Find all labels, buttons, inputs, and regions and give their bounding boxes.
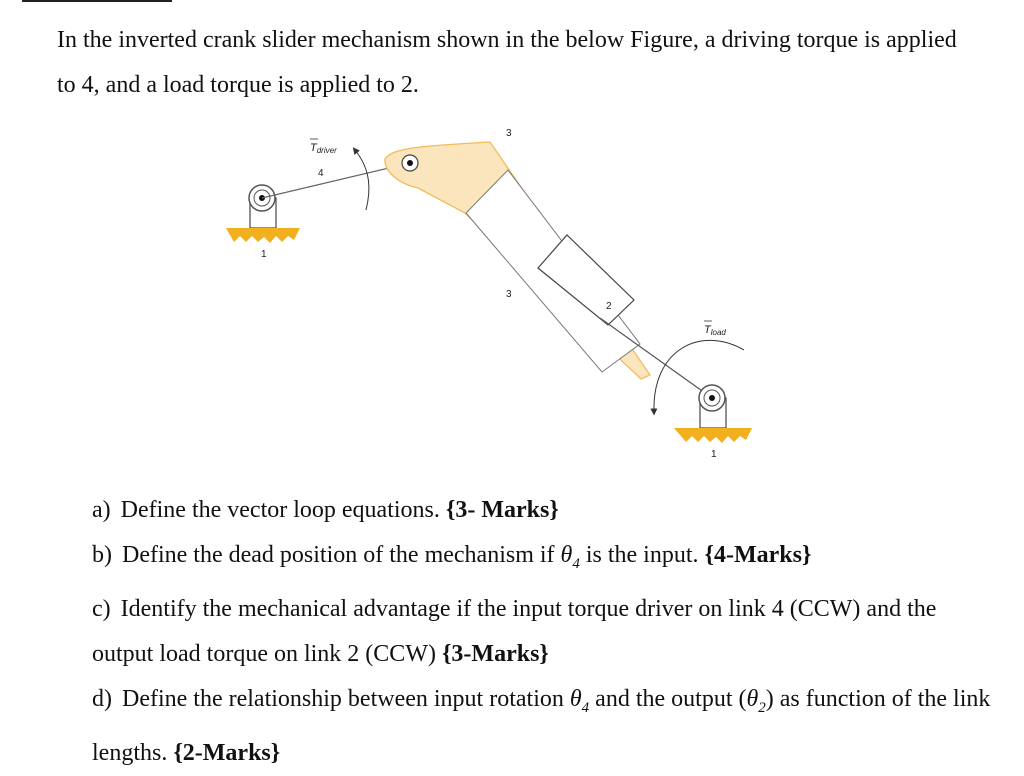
- ground-pivot-right: [674, 385, 752, 443]
- driver-torque-arrow: [355, 150, 369, 210]
- question-d: d) Define the relationship between input rotation $\theta_4$ and the output $(\theta_2)$ as function of the link lengths. {2-Marks}: [92, 685, 991, 766]
- label-link-3-top: 3: [506, 128, 512, 139]
- ground-pivot-left: [226, 185, 300, 243]
- question-c: c) Identify the mechanical advantage if the input torque driver on link 4 (CCW) and the output load torque on link 2 (CCW) {3-Marks}: [92, 595, 937, 667]
- label-link-3-mid: 3: [506, 289, 512, 300]
- ground-hatch-right: [674, 428, 752, 443]
- problem-statement: In the inverted crank slider mechanism shown in the below Figure, a driving torque is applied to 4, and a load torque is applied to 2.: [57, 27, 957, 98]
- mechanism-figure: [0, 110, 1024, 480]
- question-b: b) Define the dead position of the mechanism if $\theta_4$ is the input. {4-Marks}: [92, 542, 812, 572]
- ground-hatch-left: [226, 228, 300, 243]
- header-rule: [22, 0, 172, 2]
- label-ground-left: 1: [261, 249, 267, 260]
- label-t-driver: Tdriver: [310, 142, 337, 155]
- question-a: a) Define the vector loop equations. {3- Marks}: [92, 497, 559, 523]
- label-ground-right: 1: [711, 449, 717, 460]
- label-link-4: 4: [318, 168, 324, 179]
- label-link-2: 2: [606, 301, 612, 312]
- question-list: [92, 488, 992, 776]
- label-t-load: Tload: [704, 324, 726, 337]
